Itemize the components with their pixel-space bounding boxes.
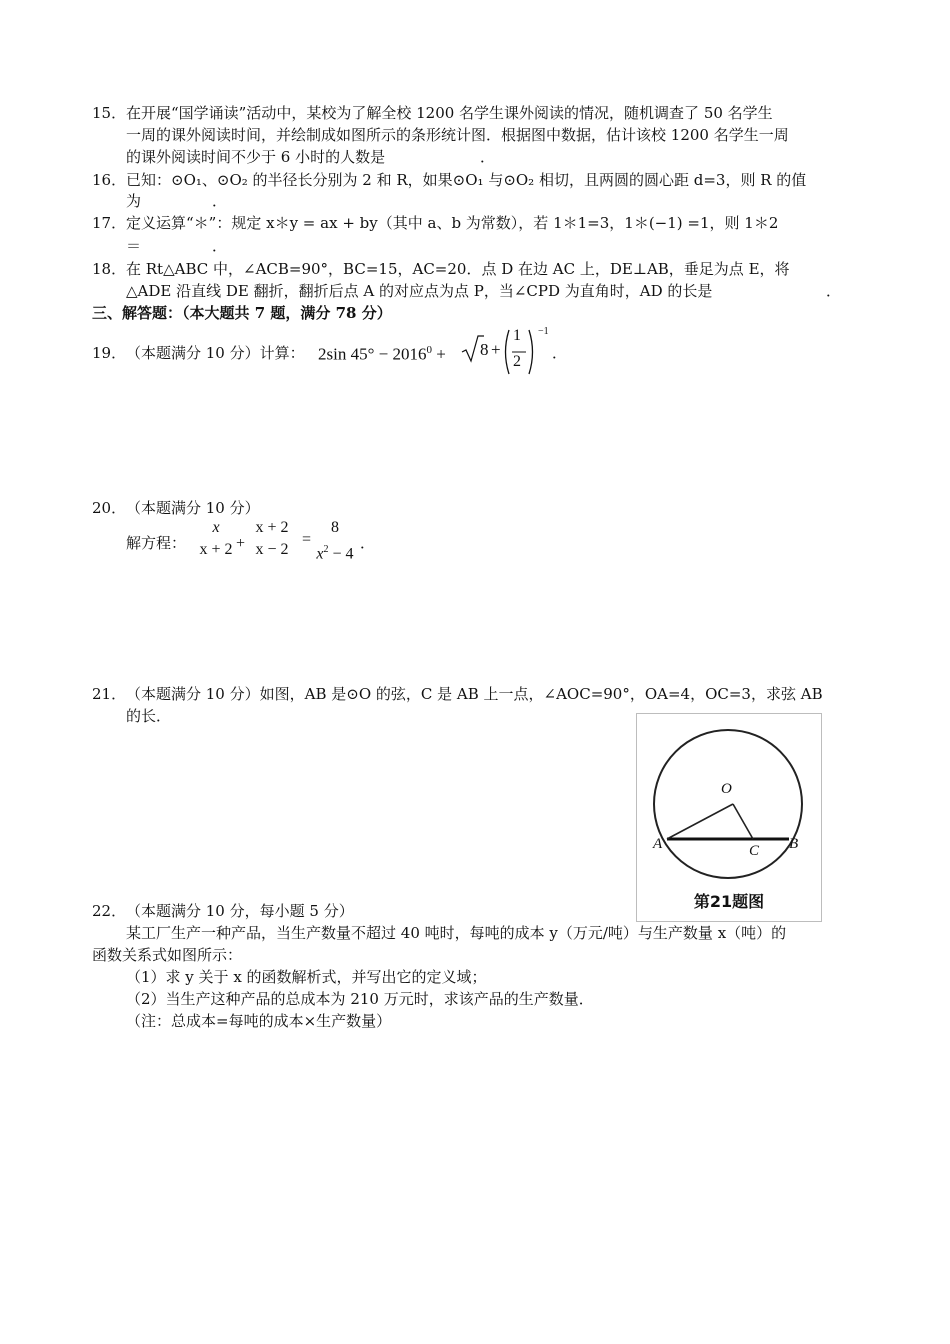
q21-number: 21． [92,685,127,703]
q18-end: ． [826,282,842,300]
label-b: B [789,836,799,852]
q19-intro: （本题满分 10 分）计算： [126,344,305,362]
section-heading: 三、解答题：（本大题共 7 题，满分 78 分） [92,304,392,322]
q20-end: ． [360,534,376,552]
label-c: C [749,843,760,859]
q19-exp-neg1: −1 [538,326,549,337]
q21-line2: 的长． [126,707,172,725]
q22-intro: （本题满分 10 分，每小题 5 分） [126,902,354,920]
q15-line2: 一周的课外阅读时间，并绘制成如图所示的条形统计图．根据图中数据，估计该校 1200 名学生一周 [126,126,789,144]
q21-line1: （本题满分 10 分）如图，AB 是⊙O 的弦，C 是 AB 上一点，∠AOC=90°，OA=4，OC=3，求弦 AB [126,685,823,703]
q22-number: 22． [92,902,127,920]
fraction-1: x x + 2 [199,519,233,558]
q20-equals: = [302,531,312,548]
q16-end: ． [212,192,228,210]
q18-line2: △ADE 沿直线 DE 翻折，翻折后点 A 的对应点为点 P，当∠CPD 为直角时，AD 的长是 [126,282,713,300]
q19-number: 19． [92,344,127,362]
q19-end: ． [552,344,568,362]
q18-line1: 在 Rt△ABC 中，∠ACB=90°，BC=15，AC=20．点 D 在边 AC 上，DE⊥AB，垂足为点 E，将 [126,260,790,278]
q16-line2: 为 [126,192,142,210]
q20-label: 解方程： [126,534,187,552]
fraction-3: 8 $x^2 - 4$ [316,519,354,563]
q19-expression-a: 2sin $45^\circ - 2016^0$ + [318,344,446,364]
q15-end: ． [480,148,496,166]
q18-number: 18． [92,260,127,278]
q17-line2: ＝ [126,237,142,255]
q22-line2: 函数关系式如图所示： [92,946,243,964]
fraction-2: x + 2 x − 2 [255,519,289,558]
label-a: A [653,836,663,852]
q19-sqrt-arg: 8 [480,340,489,359]
q17-end: ． [212,237,228,255]
q22-note: （注：总成本=每吨的成本×生产数量） [126,1012,392,1030]
q20-intro: （本题满分 10 分） [126,499,260,517]
q16-line1: 已知：⊙O₁、⊙O₂ 的半径长分别为 2 和 R，如果⊙O₁ 与⊙O₂ 相切，且两圆的圆心距 d=3，则 R 的值 [126,171,807,189]
q20-number: 20． [92,499,127,517]
q15-number: 15． [92,104,127,122]
q17-number: 17． [92,214,127,232]
q16-number: 16． [92,171,127,189]
q19-plus2: + [491,340,501,359]
q19-frac-num: 1 [513,327,521,344]
q22-sub1: （1）求 y 关于 x 的函数解析式，并写出它的定义域； [126,968,487,986]
figure-21 [636,713,822,922]
figure-caption: 第21题图 [693,892,765,911]
q15-line3: 的课外阅读时间不少于 6 小时的人数是 [126,148,386,166]
label-o: O [721,781,732,797]
circle-diagram [637,714,821,889]
q19-frac-den: 2 [513,353,521,370]
q17-line1: 定义运算“＊”：规定 x＊y = ax + by（其中 a、b 为常数），若 1＊1=3，1＊(−1) =1，则 1＊2 [126,214,779,232]
q22-sub2: （2）当生产这种产品的总成本为 210 万元时，求该产品的生产数量． [126,990,594,1008]
q15-line1: 在开展“国学诵读”活动中，某校为了解全校 1200 名学生课外阅读的情况，随机调查了 50 名学生 [126,104,773,122]
q20-plus: + [236,535,246,552]
q22-line1: 某工厂生产一种产品，当生产数量不超过 40 吨时，每吨的成本 y（万元/吨）与生产数量 x（吨）的 [126,924,787,942]
